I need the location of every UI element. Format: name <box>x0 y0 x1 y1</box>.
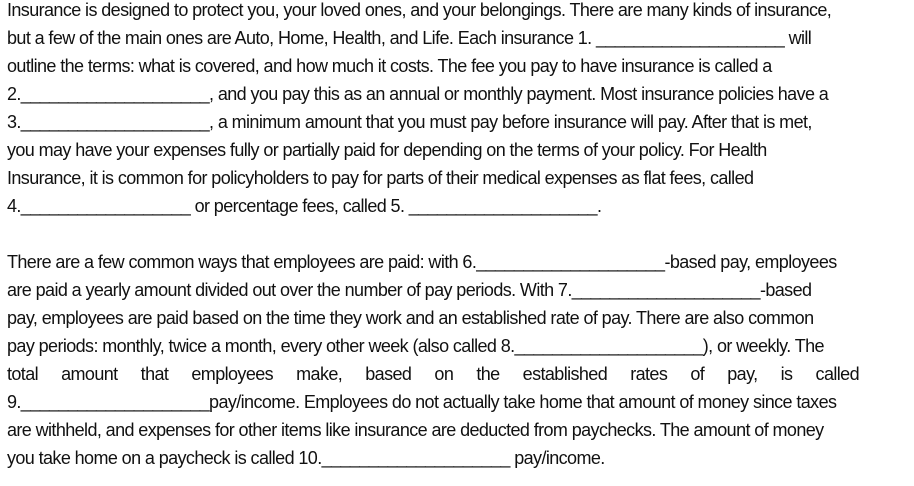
text-line-justified <box>7 360 859 388</box>
text-line: outline the terms: what is covered, and how much it costs. The fee you pay to have insurance is called a <box>7 56 772 76</box>
text-line: pay, employees are paid based on the time they work and an established rate of pay. There are also common <box>7 308 814 328</box>
word: is <box>780 364 793 384</box>
text-line: but a few of the main ones are Auto, Home, Health, and Life. Each insurance 1. ____________________ will <box>7 28 812 48</box>
text-line: There are a few common ways that employees are paid: with 6.____________________-based pay, employees <box>7 252 837 272</box>
text-line: are paid a yearly amount divided out over the number of pay periods. With 7.____________________-based <box>7 280 812 300</box>
text-line: 9.____________________pay/income. Employees do not actually take home that amount of money since taxes <box>7 392 837 412</box>
text-line: 4.__________________ or percentage fees, called 5. ____________________. <box>7 196 602 216</box>
word: pay, <box>727 364 758 384</box>
word: that <box>140 364 169 384</box>
word: the <box>476 364 500 384</box>
word: called <box>815 364 859 384</box>
text-line: are withheld, and expenses for other items like insurance are deducted from paychecks. The amount of money <box>7 420 824 440</box>
text-line: pay periods: monthly, twice a month, every other week (also called 8.____________________), or weekly. The <box>7 336 824 356</box>
word: employees <box>191 364 274 384</box>
word: amount <box>61 364 118 384</box>
word: total <box>7 364 39 384</box>
word: make, <box>296 364 343 384</box>
word: on <box>434 364 454 384</box>
text-line: you may have your expenses fully or partially paid for depending on the terms of your policy. For Health <box>7 140 767 160</box>
word: rates <box>630 364 668 384</box>
text-line: 3.____________________, a minimum amount that you must pay before insurance will pay. After that is met, <box>7 112 812 132</box>
word: based <box>365 364 412 384</box>
word: established <box>522 364 608 384</box>
text-line: you take home on a paycheck is called 10.____________________ pay/income. <box>7 448 605 468</box>
word: of <box>690 364 705 384</box>
text-line: 2.____________________, and you pay this as an annual or monthly payment. Most insurance policies have a <box>7 84 829 104</box>
text-line: Insurance is designed to protect you, your loved ones, and your belongings. There are many kinds of insurance, <box>7 0 832 20</box>
text-line: Insurance, it is common for policyholders to pay for parts of their medical expenses as flat fees, called <box>7 168 754 188</box>
